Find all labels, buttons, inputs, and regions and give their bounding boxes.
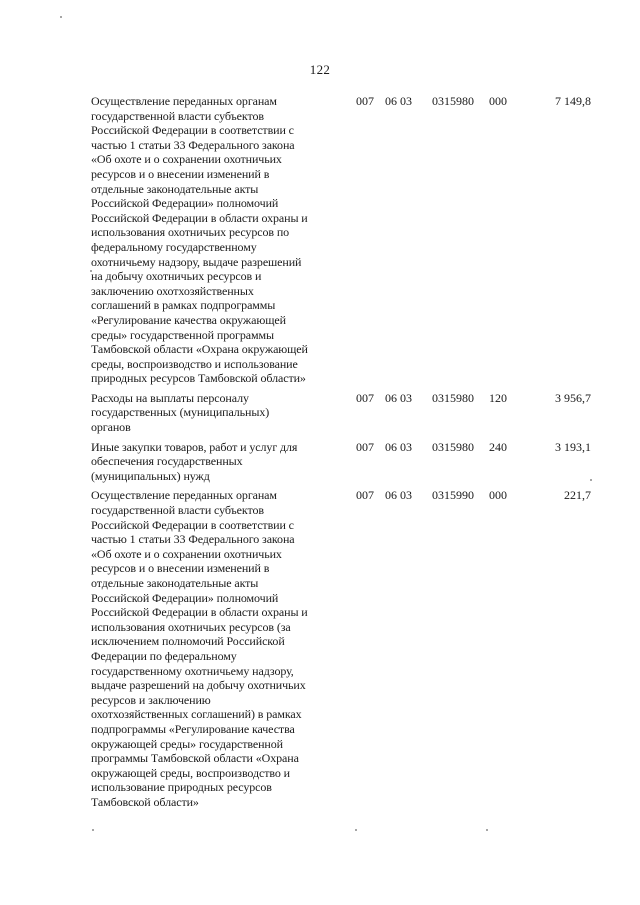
- scan-speck: [90, 270, 92, 272]
- scan-speck: [355, 829, 357, 831]
- page-number: 122: [309, 62, 331, 77]
- amount: 7 149,8: [555, 94, 591, 108]
- target-code: 0315980: [432, 94, 474, 108]
- ministry-code: 007: [356, 390, 374, 405]
- section-code: 06 03: [385, 488, 412, 503]
- scan-speck: [60, 16, 62, 18]
- row-description: Осуществление переданных органам государственной власти субъектов Российской Федерации в соответствии с частью 1 статьи 33 Федерального закона «Об охоте и о сохранении охотничьих ресурсов и о внесении изменений в отдельные законодательные акты Российской Федерации» полномочий Российской Федерации в области охраны и использования охотничьих ресурсов (за исключением полномочий Российской Федерации по федеральному государственному охотничьему надзору, выдаче разрешений на добычу охотничьих ресурсов и заключению охотхозяйственных соглашений) в рамках подпрограммы «Регулирование качества окружающей среды» государственной программы Тамбовской области «Охрана окружающей среды, воспроизводство и использование природных ресурсов Тамбовской области»: [91, 488, 308, 809]
- row-description: Иные закупки товаров, работ и услуг для обеспечения государственных (муниципальных) нужд: [91, 439, 298, 483]
- scan-speck: [590, 479, 592, 481]
- expense-type-code: 000: [489, 94, 507, 108]
- ministry-code: 007: [356, 94, 374, 108]
- amount: 221,7: [564, 488, 591, 503]
- target-code: 0315990: [432, 488, 474, 503]
- section-code: 06 03: [385, 439, 412, 454]
- target-code: 0315980: [432, 390, 474, 405]
- row-description: Расходы на выплаты персоналу государственных (муниципальных) органов: [91, 390, 270, 435]
- scan-speck: [486, 829, 488, 831]
- target-code: 0315980: [432, 439, 474, 454]
- expense-type-code: 240: [489, 439, 507, 454]
- budget-table: [91, 94, 591, 810]
- row-description: Осуществление переданных органам государственной власти субъектов Российской Федерации в соответствии с частью 1 статьи 33 Федерального закона «Об охоте и о сохранении охотничьих ресурсов и о внесении изменений в отдельные законодательные акты Российской Федерации» полномочий Российской Федерации в области охраны и использования охотничьих ресурсов по федеральному государственному охотничьему надзору, выдаче разрешений на добычу охотничьих ресурсов и заключению охотхозяйственных соглашений в рамках подпрограммы «Регулирование качества окружающей среды» государственной программы Тамбовской области «Охрана окружающей среды, воспроизводство и использование природных ресурсов Тамбовской области»: [91, 94, 308, 386]
- table-row: [91, 440, 591, 484]
- section-code: 06 03: [385, 390, 412, 405]
- expense-type-code: 000: [489, 488, 507, 503]
- ministry-code: 007: [356, 439, 374, 454]
- ministry-code: 007: [356, 488, 374, 503]
- expense-type-code: 120: [489, 390, 507, 405]
- amount: 3 956,7: [555, 390, 591, 405]
- amount: 3 193,1: [555, 439, 591, 454]
- section-code: 06 03: [385, 94, 412, 108]
- table-row: [91, 488, 591, 809]
- table-row: [91, 94, 591, 386]
- scan-speck: [92, 829, 94, 831]
- table-row: [91, 391, 591, 435]
